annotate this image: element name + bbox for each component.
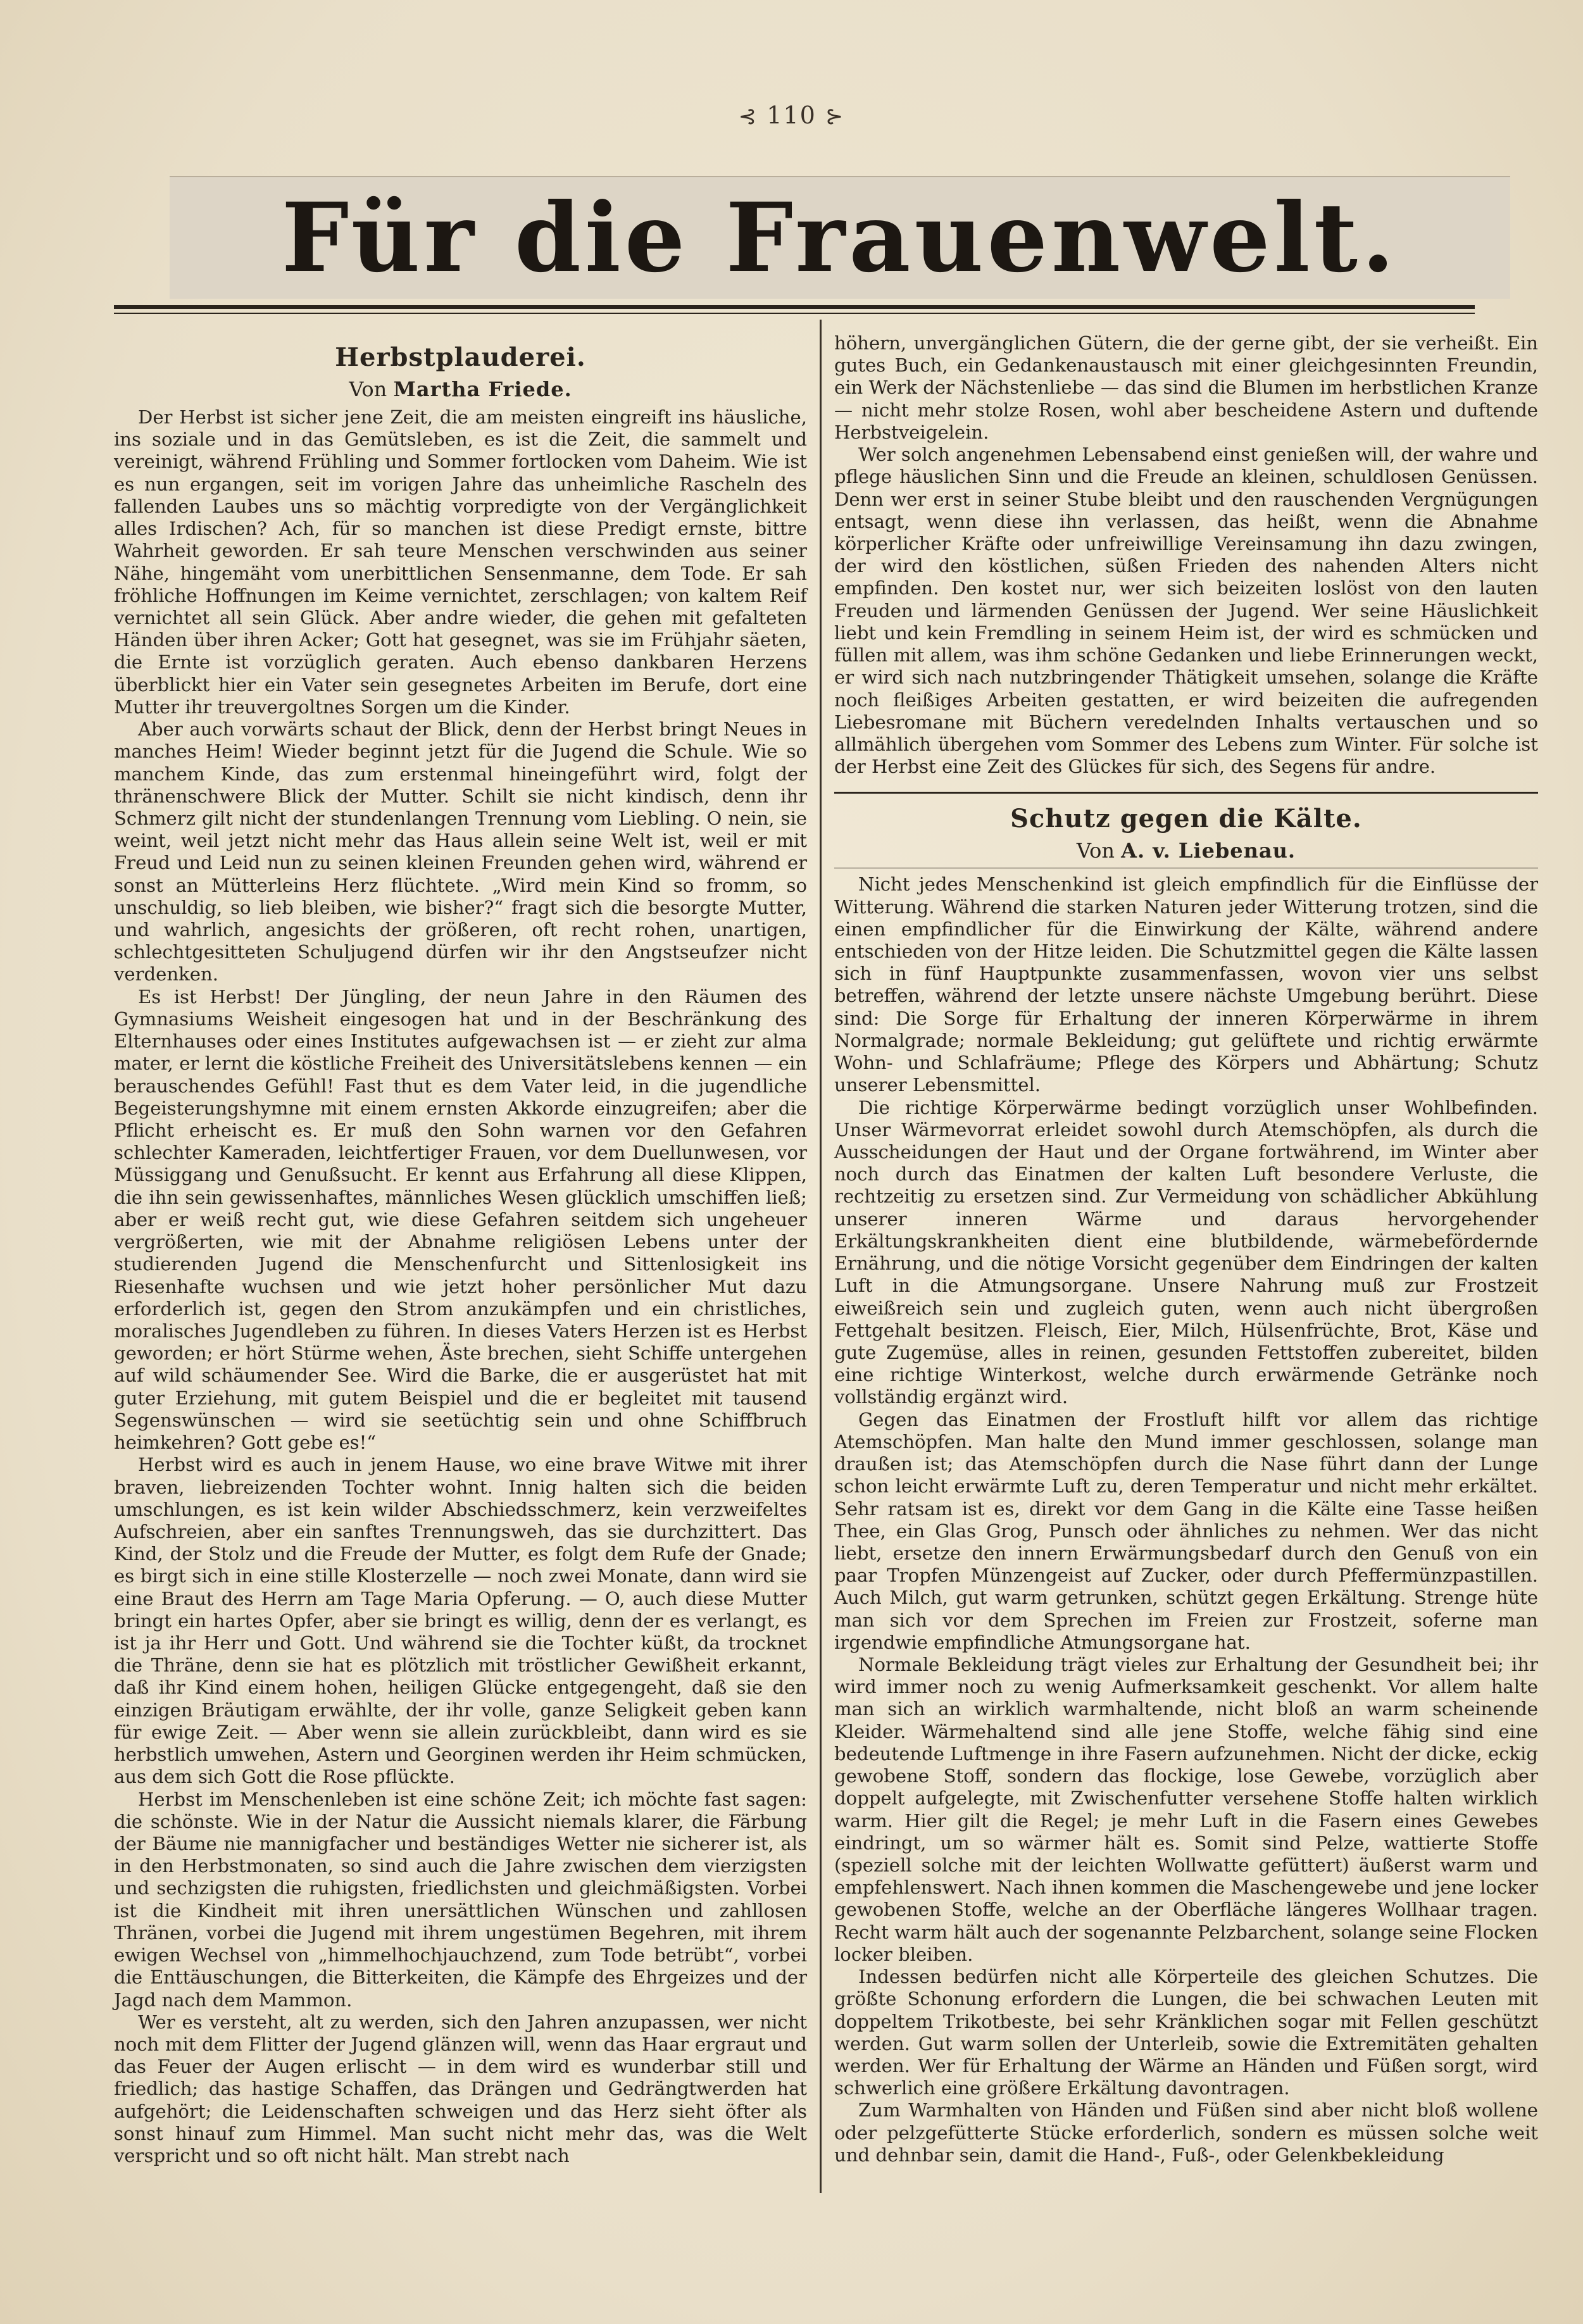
article-paragraph: Nicht jedes Menschenkind ist gleich empfindlich für die Einflüsse der Witterung. Während die starken Naturen jeder Witterung trotzen, sind die einen empfindlicher für die Einwirkung der Kälte, während andere entschieden von der Hitze leiden. Die Schutzmittel gegen die Kälte lassen sich in fünf Hauptpunkte zusammenfassen, wovon vier uns selbst betreffen, während der letzte unsere nächste Umgebung berührt. Diese sind: Die Sorge für Erhaltung der inneren Körperwärme in ihrem Normalgrade; normale Bekleidung; gut gelüftete und richtig erwärmte Wohn- und Schlafräume; Pflege des Körpers und Abhärtung; Schutz unserer Lebensmittel.: [834, 873, 1538, 1096]
page-number: [0, 101, 1583, 129]
right-column: [834, 332, 1538, 2166]
left-column: [114, 332, 807, 2167]
article-paragraph: Die richtige Körperwärme bedingt vorzüglich unser Wohlbefinden. Unser Wärmevorrat erleidet sowohl durch Atemschöpfen, als durch die Ausscheidungen der Haut und der Organe fortwährend, im Winter aber noch durch das Einatmen der kalten Luft besondere Verluste, die rechtzeitig zu ersetzen sind. Zur Vermeidung von schädlicher Abkühlung unserer inneren Wärme und daraus hervorgehender Erkältungskrankheiten dient eine blutbildende, wärmebefördernde Ernährung, und die nötige Vorsicht gegenüber dem Eindringen der kalten Luft in die Atmungsorgane. Unsere Nahrung muß zur Frostzeit eiweißreich sein und zugleich guten, wenn auch nicht übergroßen Fettgehalt besitzen. Fleisch, Eier, Milch, Hülsenfrüchte, Brot, Käse und gute Zugemüse, alles in reinen, gesunden Fettstoffen zubereitet, bilden eine richtige Winterkost, welche durch erwärmende Getränke noch vollständig ergänzt wird.: [834, 1096, 1538, 1408]
article-paragraph-continuation: höhern, unvergänglichen Gütern, die der gerne gibt, der sie verheißt. Ein gutes Buch, ein Gedankenaustausch mit einer gleichgesinnten Freundin, ein Werk der Nächstenliebe — das sind die Blumen im herbstlichen Kranze — nicht mehr stolze Rosen, wohl aber bescheidene Astern und duftende Herbstveigelein.: [834, 332, 1538, 443]
page-number-value: 110: [766, 101, 817, 129]
page-number-right-ornament: ⊱: [825, 104, 845, 129]
article-paragraph: Wer es versteht, alt zu werden, sich den Jahren anzupassen, wer nicht noch mit dem Flitter der Jugend glänzen will, wenn das Haar ergraut und das Feuer der Augen erlischt — in dem wird es wunderbar still und friedlich; das hastige Schaffen, das Drängen und Gedrängtwerden hat aufgehört; die Leidenschaften schweigen und das Herz sieht öfter als sonst hinauf zum Himmel. Man sucht nicht mehr das, was die Welt verspricht und so oft nicht hält. Man strebt nach: [114, 2011, 807, 2167]
header-rule-thin: [114, 313, 1475, 314]
column-divider: [820, 320, 822, 2193]
article-byline: [114, 377, 807, 401]
article-paragraph: Wer solch angenehmen Lebensabend einst genießen will, der wahre und pflege häuslichen Sinn und die Freude an kleinen, schuldlosen Genüssen. Denn wer erst in seiner Stube bleibt und den rauschenden Vergnügungen entsagt, wenn diese ihn verlassen, das heißt, wenn die Abnahme körperlicher Kräfte oder unfreiwillige Vereinsamung ihn dazu zwingen, der wird den köstlichen, süßen Frieden des nahenden Alters nicht empfinden. Den kostet nur, wer sich beizeiten loslöst von den lauten Freuden und lärmenden Genüssen der Jugend. Wer seine Häuslichkeit liebt und kein Fremdling in seinem Heim ist, der wird es schmücken und füllen mit allem, was ihm schöne Gedanken und liebe Erinnerungen weckt, er wird sich nach nutzbringender Thätigkeit umsehen, solange die Kräfte noch fleißiges Arbeiten gestatten, er wird beizeiten die aufregenden Liebesromane mit Büchern veredelnden Inhalts vertauschen und so allmählich übergehen vom Sommer des Lebens zum Winter. Für solche ist der Herbst eine Zeit des Glückes für sich, des Segens für andre.: [834, 444, 1538, 778]
article-author: Martha Friede.: [393, 377, 572, 401]
byline-prefix: Von: [1076, 839, 1115, 863]
byline-prefix: Von: [349, 377, 387, 401]
article-paragraph: Der Herbst ist sicher jene Zeit, die am meisten eingreift ins häusliche, ins soziale und in das Gemütsleben, es ist die Zeit, die sammelt und vereinigt, während Frühling und Sommer fortlocken vom Daheim. Wie ist es nun ergangen, seit im vorigen Jahre das unheimliche Rascheln des fallenden Laubes uns so mächtig vorpredigte von der Vergänglichkeit alles Irdischen? Ach, für so manchen ist diese Predigt ernste, bittre Wahrheit geworden. Er sah teure Menschen verschwinden aus seiner Nähe, hingemäht vom unerbittlichen Sensenmanne, dem Tode. Er sah fröhliche Hoffnungen im Keime vernichtet, zerschlagen; von kaltem Reif vernichtet all sein Glück. Aber andre wieder, die gehen mit gefalteten Händen über ihren Acker; Gott hat gesegnet, was sie im Frühjahr säeten, die Ernte ist vorzüglich geraten. Auch ebenso dankbaren Herzens überblickt hier ein Vater sein gesegnetes Arbeiten im Berufe, dort eine Mutter ihr treuvergoltnes Sorgen um die Kinder.: [114, 406, 807, 718]
article-author: A. v. Liebenau.: [1121, 839, 1296, 863]
article-title: Schutz gegen die Kälte.: [1010, 804, 1362, 834]
article-paragraph: Herbst wird es auch in jenem Hause, wo eine brave Witwe mit ihrer braven, liebreizenden Tochter wohnt. Innig halten sich die beiden umschlungen, es ist kein wilder Abschiedsschmerz, kein verzweifeltes Aufschreien, aber ein sanftes Trennungsweh, das sie durchzittert. Das Kind, der Stolz und die Freude der Mutter, es folgt dem Rufe der Gnade; es birgt sich in eine stille Klosterzelle — noch zwei Monate, dann wird sie eine Braut des Herrn am Tage Maria Opferung. — O, auch diese Mutter bringt ein hartes Opfer, aber sie bringt es willig, denn der es verlangt, es ist ja ihr Herr und Gott. Und während sie die Tochter küßt, da trocknet die Thräne, denn sie hat es plötzlich mit tröstlicher Gewißheit erkannt, daß ihr Kind einem hohen, heiligen Glücke entgegengeht, daß sie den einzigen Bräutigam erwählte, der ihr volle, ganze Seligkeit geben kann für ewige Zeit. — Aber wenn sie allein zurückbleibt, dann wird es sie herbstlich umwehen, Astern und Georginen werden ihr Heim schmücken, aus dem sich Gott die Rose pflückte.: [114, 1454, 807, 1788]
article-paragraph: Indessen bedürfen nicht alle Körperteile des gleichen Schutzes. Die größte Schonung erfordern die Lungen, die bei schwachen Leuten mit doppeltem Trikotbeste, bei sehr Kränklichen sogar mit Fellen geschützt werden. Gut warm sollen der Unterleib, sowie die Extremitäten gehalten werden. Wer für Erhaltung der Wärme an Händen und Füßen sorgt, wird schwerlich eine größere Erkältung davontragen.: [834, 1966, 1538, 2099]
article-paragraph: Normale Bekleidung trägt vieles zur Erhaltung der Gesundheit bei; ihr wird immer noch zu wenig Aufmerksamkeit geschenkt. Vor allem halte man sich an wirklich warmhaltende, nicht bloß an warm scheinende Kleider. Wärmehaltend sind alle jene Stoffe, welche fähig sind eine bedeutende Luftmenge in ihre Fasern aufzunehmen. Nicht der dicke, eckig gewobene Stoff, sondern das flockige, lose Gewebe, vorzüglich aber doppelt aufgelegte, mit Zwischenfutter versehene Stoffe halten wirklich warm. Hier gilt die Regel; je mehr Luft in die Fasern eines Gewebes eindringt, um so wärmer hält es. Somit sind Pelze, wattierte Stoffe (speziell solche mit der leichten Wollwatte gefüttert) äußerst warm und empfehlenswert. Nach ihnen kommen die Maschengewebe und jene locker gewobenen Stoffe, welche an der Oberfläche längeres Wollhaar tragen. Recht warm hält auch der sogenannte Pelzbarchent, solange seine Flocken locker bleiben.: [834, 1654, 1538, 1965]
article-paragraph: Herbst im Menschenleben ist eine schöne Zeit; ich möchte fast sagen: die schönste. Wie in der Natur die Aussicht niemals klarer, die Färbung der Bäume nie mannigfacher und beständiges Wetter nie sicherer ist, als in den Herbstmonaten, so sind auch die Jahre zwischen dem vierzigsten und sechzigsten die ruhigsten, friedlichsten und gleichmäßigsten. Vorbei ist die Kindheit mit ihren unersättlichen Wünschen und zahllosen Thränen, vorbei die Jugend mit ihrem ungestümen Begehren, mit ihrem ewigen Wechsel von „himmelhochjauchzend, zum Tode betrübt“, vorbei die Enttäuschungen, die Bitterkeiten, die Kämpfe des Ehrgeizes und der Jagd nach dem Mammon.: [114, 1788, 807, 2011]
article-paragraph: Gegen das Einatmen der Frostluft hilft vor allem das richtige Atemschöpfen. Man halte den Mund immer geschlossen, solange man draußen ist; das Atemschöpfen durch die Nase führt dann der Lunge schon leicht erwärmte Luft zu, deren Temperatur und nicht mehr erkältet. Sehr ratsam ist es, direkt vor dem Gang in die Kälte eine Tasse heißen Thee, ein Glas Grog, Punsch oder ähnliches zu nehmen. Wer das nicht liebt, ersetze den innern Erwärmungsbedarf durch den Genuß von ein paar Tropfen Münzengeist auf Zucker, oder durch Pfeffermünzpastillen. Auch Milch, gut warm getrunken, schützt gegen Erkältung. Strenge hüte man sich vor dem Sprechen im Freien zur Frostzeit, soferne man irgendwie empfindliche Atmungsorgane hat.: [834, 1408, 1538, 1653]
article-paragraph: Es ist Herbst! Der Jüngling, der neun Jahre in den Räumen des Gymnasiums Weisheit eingesogen hat und in der Beschränkung des Elternhauses oder eines Institutes aufgewachsen ist — er zieht zur alma mater, er lernt die köstliche Freiheit des Universitätslebens kennen — ein berauschendes Gefühl! Fast thut es dem Vater leid, in die jugendliche Begeisterungshymne mit einem ernsten Akkorde einzugreifen; aber die Pflicht erheischt es. Er muß den Sohn warnen vor den Gefahren schlechter Kameraden, leichtfertiger Frauen, vor dem Duellunwesen, vor Müssiggang und Genußsucht. Er kennt aus Erfahrung all diese Klippen, die ihn sein gewissenhaftes, männliches Wesen glücklich umschiffen ließ; aber er weiß recht gut, wie diese Gefahren seitdem sich ungeheuer vergrößerten, wie mit der Abnahme religiösen Lebens unter der studierenden Jugend die Menschenfurcht und Sittenlosigkeit ins Riesenhafte wuchsen und wie jetzt hoher persönlicher Mut dazu erforderlich ist, gegen den Strom anzukämpfen und ein christliches, moralisches Jugendleben zu führen. In dieses Vaters Herzen ist es Herbst geworden; er hört Stürme wehen, Äste brechen, sieht Schiffe untergehen auf wild schäumender See. Wird die Barke, die er ausgerüstet hat mit guter Erziehung, mit gutem Beispiel und die er begleitet mit tausend Segenswünschen — wird sie seetüchtig sein und ohne Schiffbruch heimkehren? Gott gebe es!“: [114, 985, 807, 1454]
article-paragraph: Aber auch vorwärts schaut der Blick, denn der Herbst bringt Neues in manches Heim! Wieder beginnt jetzt für die Jugend die Schule. Wie so manchem Kinde, das zum erstenmal hineingeführt wird, folgt der thränenschwere Blick der Mutter. Schilt sie nicht kindisch, denn ihr Schmerz gilt nicht der stundenlangen Trennung vom Liebling. O nein, sie weint, weil jetzt nicht mehr das Haus allein seine Welt ist, weil er mit Freud und Leid nun zu seinen kleinen Freunden gehen wird, während er sonst an Mütterleins Herz flüchtete. „Wird mein Kind so fromm, so unschuldig, so lieb bleiben, wie bisher?“ fragt sich die besorgte Mutter, und wahrlich, angesichts der größeren, oft recht rohen, unartigen, schlechtgesitteten Schuljugend dürfen wir ihr den Angstseufzer nicht verdenken.: [114, 718, 807, 985]
header-rule-thick: [114, 305, 1475, 309]
article-byline: [834, 839, 1538, 863]
article-paragraph: Zum Warmhalten von Händen und Füßen sind aber nicht bloß wollene oder pelzgefütterte Stücke erforderlich, sondern es müssen solche weit und dehnbar sein, damit die Hand-, Fuß-, oder Gelenkbekleidung: [834, 2099, 1538, 2166]
article-title: Herbstplauderei.: [335, 342, 586, 372]
page-number-left-ornament: ⊰: [738, 104, 758, 129]
article-separator: [834, 792, 1538, 794]
section-title: Für die Frauenwelt.: [281, 182, 1399, 294]
section-header: [170, 176, 1510, 299]
